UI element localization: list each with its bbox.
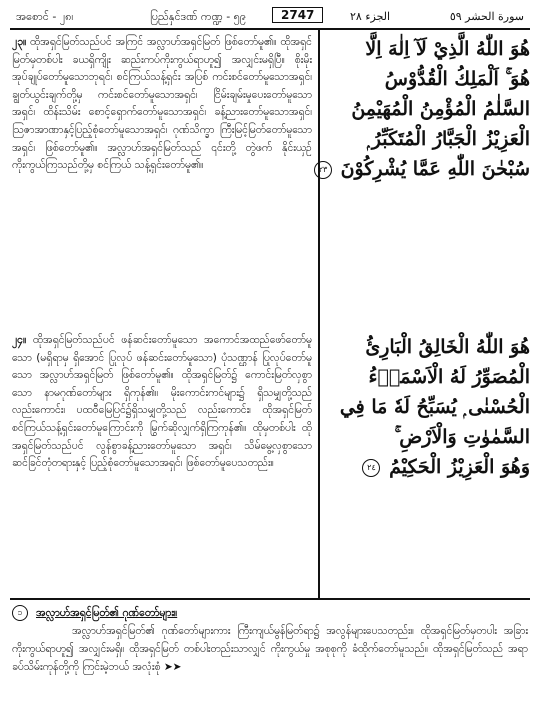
footnote bbox=[12, 604, 528, 676]
footnote-text: အလ္လာဟ်အရှင်မြတ်၏ ဂုဏ်တော်များကား ကြီးကျယ်မွန်မြတ်ရာ၌ အလွန်များပေသတည်း။ ထိုအရှင်မြတ်မှတပါး အခြားကိုးကွယ်ရာဟူ၍ အလျှင်းမရှိ။ ထိုအရှင်မြတ် တစ်ပါးတည်းသာလျှင် ကိုးကွယ်မှု အစုစုကို ခံထိုက်တော်မူသည်။ ထိုအရှင်မြတ်သည် အရာခပ်သိမ်းကုန်တို့ကို ကြင်းမဲ့ဘယ် အလုံးစုံ bbox=[12, 625, 528, 673]
verse-translation-23 bbox=[12, 34, 312, 175]
header-part-label: အစောင် - ၂၈၊ bbox=[16, 10, 74, 23]
footnote-divider bbox=[10, 598, 530, 600]
footnote-heading bbox=[12, 604, 528, 622]
arabic-line: هُوَ ۚ اَلْمَلِكُ الْقُدُّوْسُ bbox=[384, 68, 530, 90]
verse-text: ထိုအရှင်မြတ်သည်ပင် အကြင် အလ္လာဟ်အရှင်မြတ် ဖြစ်တော်မူ၏။ ထိုအရှင်မြတ်မှတစ်ပါး ခယရှိကျိုး ဆည်းကပ်ကိုးကွယ်ရာဟူ၍ အလျှင်းမရှိပြီ။ စိုးမိုး အုပ်ချုပ်တော်မူသောဘုရင်၊ စင်ကြယ်သန့်ရှင်း အပြစ် ကင်းစင်တော်မူသောအရှင်၊ ချွတ်ယွင်းချက်တို့မှ ကင်းစင်တော်မူသောအရှင်၊ ငြိမ်းချမ်းမှုပေးတော်မူသော အရှင်၊ ထိန်းသိမ်း စောင့်ရှောက်တော်မူသောအရှင်၊ ခန့်ညားတော်မူသောအရှင်၊ ဩဇာအာဏာနှင့်ပြည့်စုံတော်မူသောအရှင်၊ ဂုဏ်သိက္ခာ ကြီးမြင့်မြတ်တော်မူသော အရှင်၊ ဖြစ်တော်မူ၏။ အလ္လာဟ်အရှင်မြတ်သည် ၎င်းတို့ တွဲဖက် နိုင်းယှဉ် ကိုးကွယ်ကြသည်တို့မှ စင်ကြယ် သန့်ရှင်းတော်မူ၏။ bbox=[12, 36, 312, 172]
arabic-line-last bbox=[326, 452, 530, 482]
arabic-line-last bbox=[318, 154, 530, 184]
arabic-line: هُوَ اللّٰهُ الْخَالِقُ الْبَارِئُ bbox=[365, 336, 530, 358]
header-juz: الجزء ٢٨ bbox=[350, 10, 391, 23]
page-header bbox=[10, 6, 530, 30]
arabic-line-text: سُبْحٰنَ اللّٰهِ عَمَّا يُشْرِكُوْنَ bbox=[340, 158, 530, 180]
arabic-line-text: وَهُوَ الْعَزِيْزُ الْحَكِيْمُ bbox=[389, 456, 530, 478]
verse-translation-24 bbox=[12, 332, 312, 473]
verse-text: ထိုအရှင်မြတ်သည်ပင် ဖန်ဆင်းတော်မူသော အကောင်အထည်ဖော်တော်မူသော (မရှိရာမှ ရှိအောင် ပြုလုပ် ဖန်ဆင်းတော်မူသော) ပုံသဏ္ဌာန် ပြုလုပ်တော်မူသော အလ္လာဟ်အရှင်မြတ် ဖြစ်တော်မူ၏။ ထိုအရှင်မြတ်၌ ကောင်းမြတ်လှစွာသော နာမဂုဏ်တော်များ ရှိကုန်၏။ မိုးကောင်းကင်များ၌ ရှိသမျှတို့သည်လည်းကောင်း၊ ပထဝီမြေပြင်၌ရှိသမျှတို့သည် လည်းကောင်း၊ ထိုအရှင်မြတ် စင်ကြယ်သန့်ရှင်းတော်မူကြောင်းကို မြွက်ဆိုလျှက်ရှိကြကုန်၏။ ထိုမှတစ်ပါး ထိုအရှင်မြတ်သည်ပင် လွန်စွာခန့်ညားတော်မူသော အရှင်၊ သိမ်မွေ့လှစွာသော ဆင်ခြင်တုံတရားနှင့် ပြည့်စုံတော်မူသောအရှင်၊ ဖြစ်တော်မူပေသတည်း။ bbox=[12, 334, 312, 470]
arabic-line: الْمُصَوِّرُ لَهُ الْاَسْمَاۗءُ bbox=[368, 366, 530, 388]
column-divider bbox=[318, 30, 320, 598]
verse-ref: ၂၃။ bbox=[12, 36, 27, 48]
ayah-number-marker: ٢٣ bbox=[314, 161, 332, 179]
continue-arrows-icon: ➤➤ bbox=[163, 661, 182, 673]
arabic-line: هُوَ اللّٰهُ الَّذِيْ لَآ اِلٰهَ اِلَّا bbox=[365, 38, 530, 60]
header-section-label: ပြည်နှင်ဒဏ် ကဏ္ဍ - ၅၉ bbox=[150, 10, 247, 23]
header-surah: سورة الحشر ٥٩ bbox=[449, 10, 524, 23]
footnote-number: ၁ bbox=[12, 605, 28, 621]
arabic-line: السَّلٰمُ الْمُؤْمِنُ الْمُهَيْمِنُ bbox=[351, 98, 530, 120]
arabic-verse-23 bbox=[318, 34, 530, 184]
arabic-line: السَّمٰوٰتِ وَالْاَرْضِ ۚ bbox=[394, 426, 530, 448]
arabic-line: الْحُسْنٰى ۭ يُسَبِّحُ لَهٗ مَا فِي bbox=[339, 396, 530, 418]
footnote-title: အလ္လာဟ်အရှင်မြတ်၏ ဂုဏ်တော်များ။ bbox=[36, 607, 178, 619]
arabic-line: الْعَزِيْزُ الْجَبَّارُ الْمُتَكَبِّرُ ۭ bbox=[367, 128, 530, 150]
ayah-number-marker: ٢٤ bbox=[362, 459, 380, 477]
arabic-verse-24 bbox=[326, 332, 530, 482]
verse-ref: ၂၄။ bbox=[12, 334, 27, 346]
footnote-body bbox=[12, 622, 528, 676]
page-number: 2747 bbox=[272, 7, 323, 23]
